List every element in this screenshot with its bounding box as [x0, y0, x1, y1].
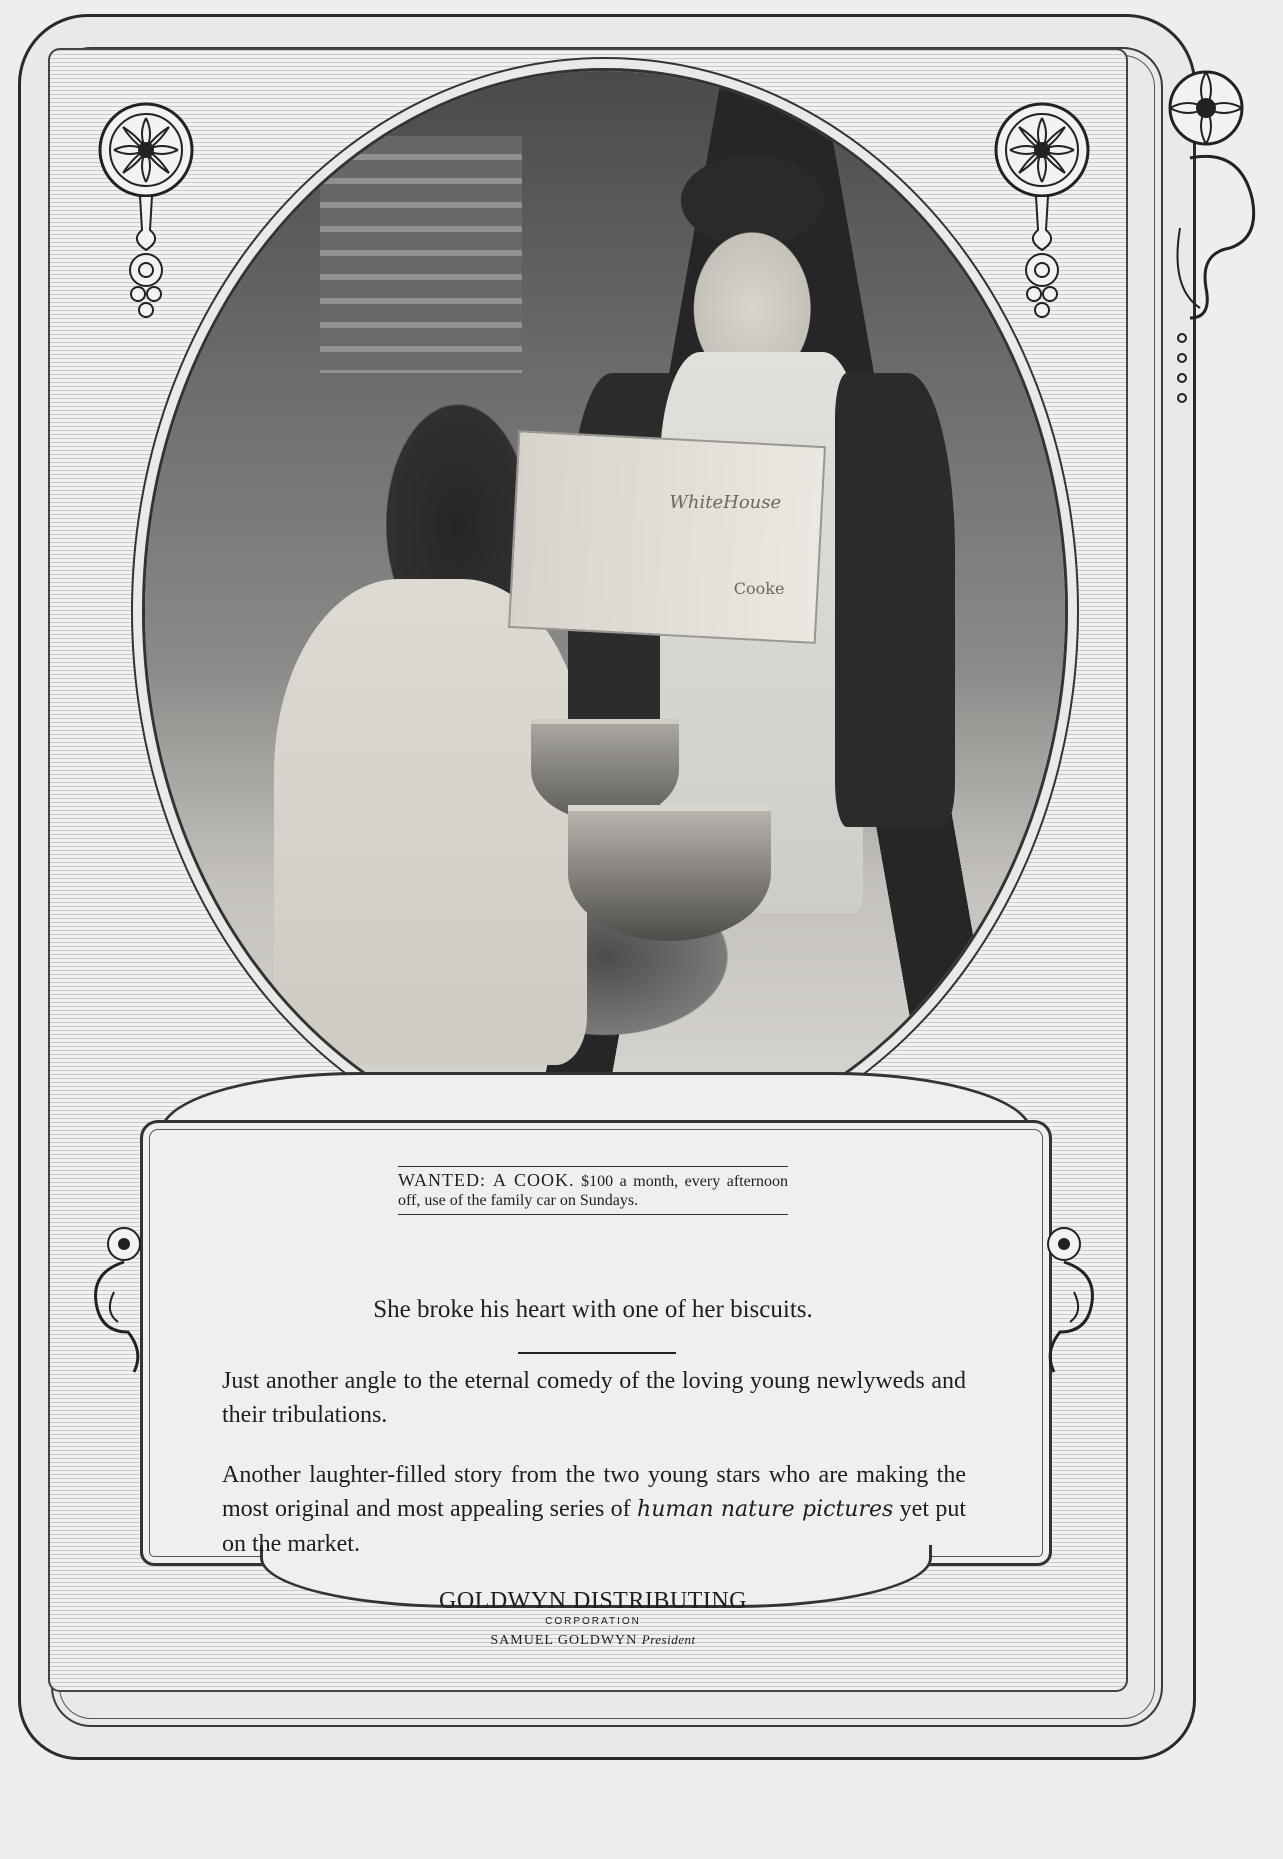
paragraph-newlyweds: Just another angle to the eternal comedy of the loving young newlyweds and their tribulations.	[222, 1368, 966, 1428]
cookbook-subtitle: Cooke	[733, 578, 785, 598]
paragraph-stars-start: Another laughter-filled story from the two young stars who are making the most original and most appealing series of	[222, 1462, 966, 1522]
seated-woman-figure	[274, 579, 587, 1065]
wanted-ad-lead: WANTED: A COOK.	[398, 1170, 575, 1190]
paragraph-stars	[222, 1458, 966, 1561]
card-flourish-left	[84, 1222, 154, 1382]
company-suffix: CORPORATION	[545, 1616, 641, 1627]
corner-flourish-top-right	[1160, 48, 1280, 408]
card-flourish-right	[1034, 1222, 1104, 1382]
president-title: President	[641, 1632, 696, 1647]
man-jacket-right	[835, 373, 955, 827]
president-name: SAMUEL GOLDWYN	[490, 1633, 638, 1648]
company-name: GOLDWYN DISTRIBUTING	[439, 1588, 747, 1614]
cookbook	[508, 430, 826, 644]
mixing-bowl-front	[568, 805, 770, 941]
paragraph-stars-end: yet put on the market.	[222, 1496, 966, 1557]
paragraph-stars-emphasis: human nature pictures	[637, 1497, 894, 1522]
wanted-ad-caption	[398, 1166, 788, 1215]
cookbook-title: WhiteHouse	[669, 492, 782, 514]
kitchen-scene-photo	[145, 71, 1065, 1151]
tagline: She broke his heart with one of her biscuits.	[373, 1296, 813, 1323]
president-line	[300, 1632, 886, 1649]
divider-rule	[518, 1352, 676, 1354]
kitchen-shelf	[320, 136, 522, 374]
oval-photograph-frame	[142, 68, 1068, 1154]
wanted-ad-text: $100 a month, every afternoon off, use of the family car on Sundays.	[398, 1173, 789, 1209]
